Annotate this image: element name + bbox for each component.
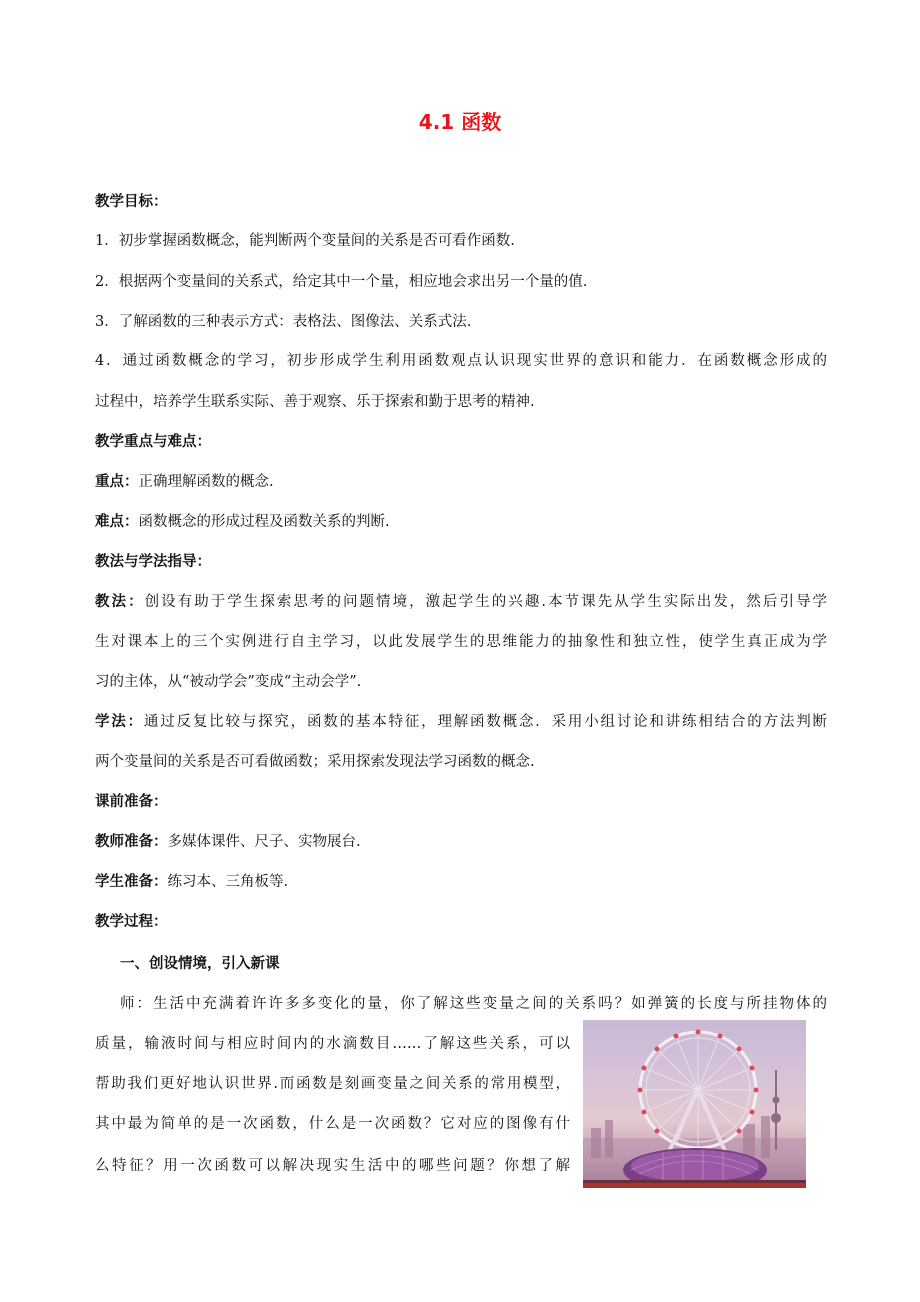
process-heading: 教学过程： xyxy=(95,914,168,930)
hard-text: 函数概念的形成过程及函数关系的判断. xyxy=(138,514,390,530)
goal-item-4-cont: 过程中，培养学生联系实际、善于观察、乐于探索和勤于思考的精神. xyxy=(95,394,535,410)
teacher-prep-text: 多媒体课件、尺子、实物展台. xyxy=(167,834,361,850)
process-line-4: 其中最为简单的是一次函数，什么是一次函数？它对应的图像有什 xyxy=(95,1116,570,1132)
learn-method-line-2: 两个变量间的关系是否可看做函数；采用探索发现法学习函数的概念. xyxy=(95,754,535,770)
teach-method-line-1 xyxy=(95,591,827,613)
key-text: 正确理解函数的概念. xyxy=(138,474,274,490)
goal-item-3: 3．了解函数的三种表示方式：表格法、图像法、关系式法. xyxy=(95,314,472,330)
hard-point-row xyxy=(95,511,827,533)
learn-label: 学法： xyxy=(95,714,144,730)
learn-method-line-1 xyxy=(95,711,827,733)
learn-text-1: 通过反复比较与探究，函数的基本特征，理解函数概念．采用小组讨论和讲练相结合的方法判断 xyxy=(143,714,827,730)
hard-label: 难点： xyxy=(95,514,139,530)
goal-item-4: 4．通过函数概念的学习，初步形成学生利用函数观点认识现实世界的意识和能力．在函数概念形成的 xyxy=(95,353,827,369)
methods-heading: 教法与学法指导： xyxy=(95,554,211,570)
page-title: 4.1 函数 xyxy=(418,110,502,134)
prep-heading: 课前准备： xyxy=(95,794,168,810)
student-prep-label: 学生准备： xyxy=(95,874,168,890)
teacher-prep-label: 教师准备： xyxy=(95,834,168,850)
process-line-2: 质量，输液时间与相应时间内的水滴数目……了解这些关系，可以 xyxy=(95,1036,570,1052)
goal-item-2: 2．根据两个变量间的关系式，给定其中一个量，相应地会求出另一个量的值. xyxy=(95,274,588,290)
teach-text-1: 创设有助于学生探索思考的问题情境，激起学生的兴趣.本节课先从学生实际出发，然后引导学 xyxy=(144,594,827,610)
teach-label: 教法： xyxy=(95,594,145,610)
ferris-wheel-photo xyxy=(583,1020,806,1188)
goals-heading: 教学目标： xyxy=(95,194,168,210)
goal-item-1: 1．初步掌握函数概念，能判断两个变量间的关系是否可看作函数. xyxy=(95,233,515,249)
teacher-prep-row xyxy=(95,831,827,853)
teach-method-line-3: 习的主体，从“被动学会”变成“主动会学”. xyxy=(95,674,362,690)
key-points-heading: 教学重点与难点： xyxy=(95,434,211,450)
process-line-5: 么特征？用一次函数可以解决现实生活中的哪些问题？你想了解 xyxy=(95,1158,570,1174)
teach-method-line-2: 生对课本上的三个实例进行自主学习，以此发展学生的思维能力的抽象性和独立性，使学生真正成为学 xyxy=(95,634,827,650)
ferris-wheel-illustration xyxy=(583,1020,806,1188)
key-point-row xyxy=(95,471,827,493)
process-line-3: 帮助我们更好地认识世界.而函数是刻画变量之间关系的常用模型， xyxy=(95,1076,570,1092)
key-label: 重点： xyxy=(95,474,139,490)
section-1-heading: 一、创设情境，引入新课 xyxy=(120,956,280,972)
process-line-1: 师：生活中充满着许许多多变化的量，你了解这些变量之间的关系吗？如弹簧的长度与所挂物体的 xyxy=(120,996,827,1012)
student-prep-text: 练习本、三角板等. xyxy=(167,874,289,890)
student-prep-row xyxy=(95,871,827,893)
